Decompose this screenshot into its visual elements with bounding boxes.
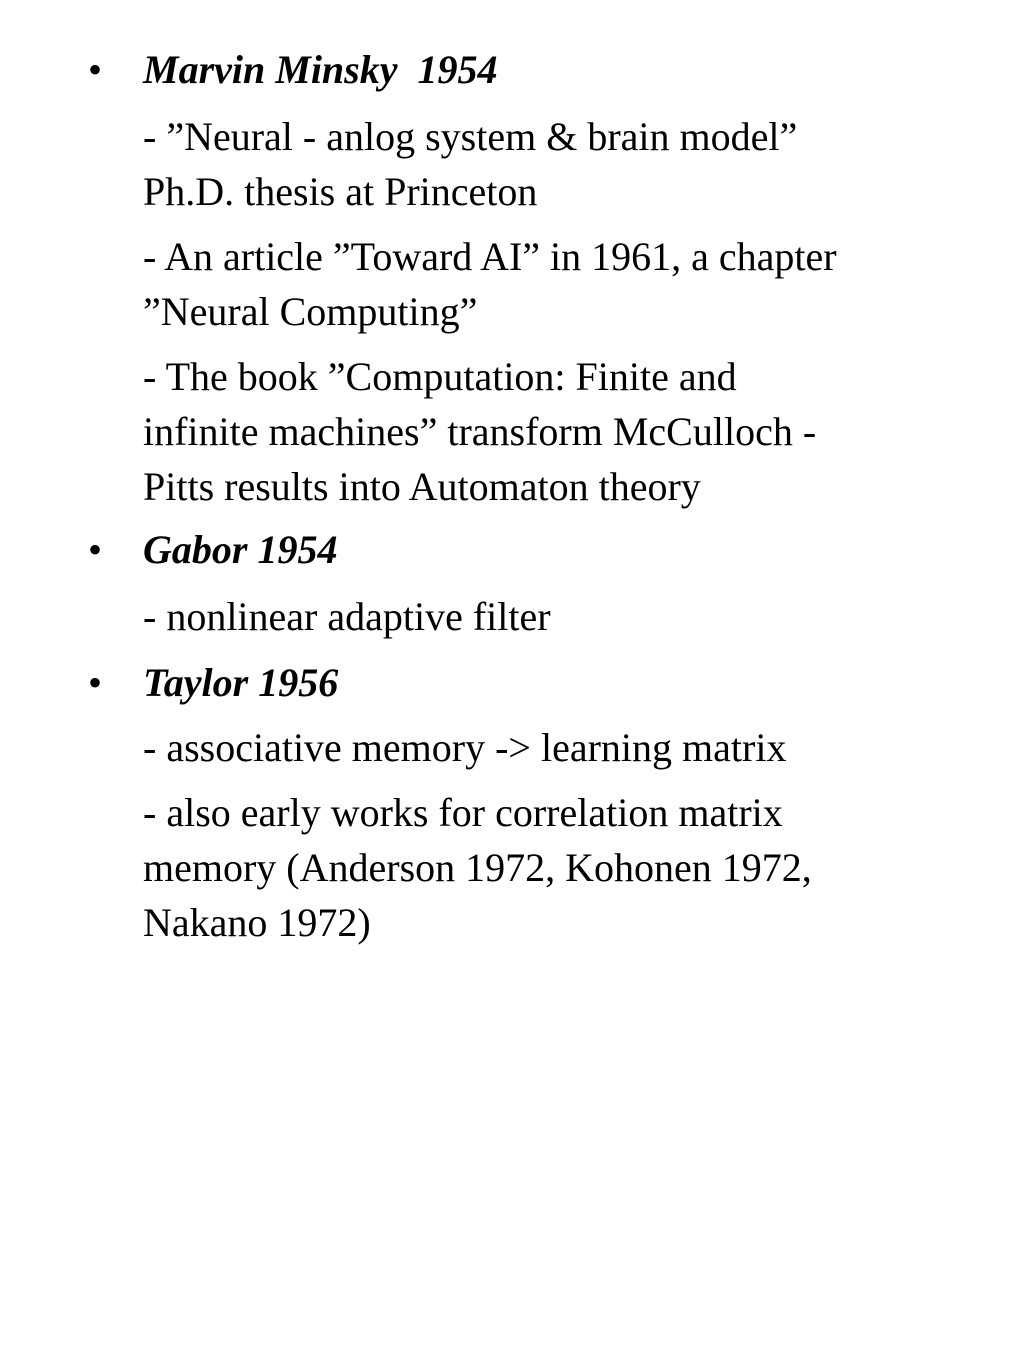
entry-taylor [0,655,1024,710]
bullet-row [0,655,1024,710]
bullet-row [0,522,1024,577]
entry-heading: Marvin Minsky 1954 [143,47,498,92]
sub-item: - nonlinear adaptive filter [143,594,551,639]
sub-item: - An article ”Toward AI” in 1961, a chapter ”Neural Computing” [143,234,837,334]
entry-minsky [0,42,1024,97]
sub-item: - ”Neural - anlog system & brain model” Ph.D. thesis at Princeton [143,114,798,214]
entry-gabor [0,522,1024,577]
entry-heading: Gabor 1954 [143,527,338,572]
bullet-icon: • [88,47,103,92]
sub-item: - associative memory -> learning matrix [143,725,787,770]
sub-item: - The book ”Computation: Finite and infinite machines” transform McCulloch - Pitts results into Automaton theory [143,354,817,509]
sub-item: - also early works for correlation matrix memory (Anderson 1972, Kohonen 1972, Nakano 1972) [143,790,812,945]
bullet-row [0,42,1024,97]
bullet-icon: • [88,660,103,705]
bullet-icon: • [88,527,103,572]
entry-heading: Taylor 1956 [143,660,339,705]
